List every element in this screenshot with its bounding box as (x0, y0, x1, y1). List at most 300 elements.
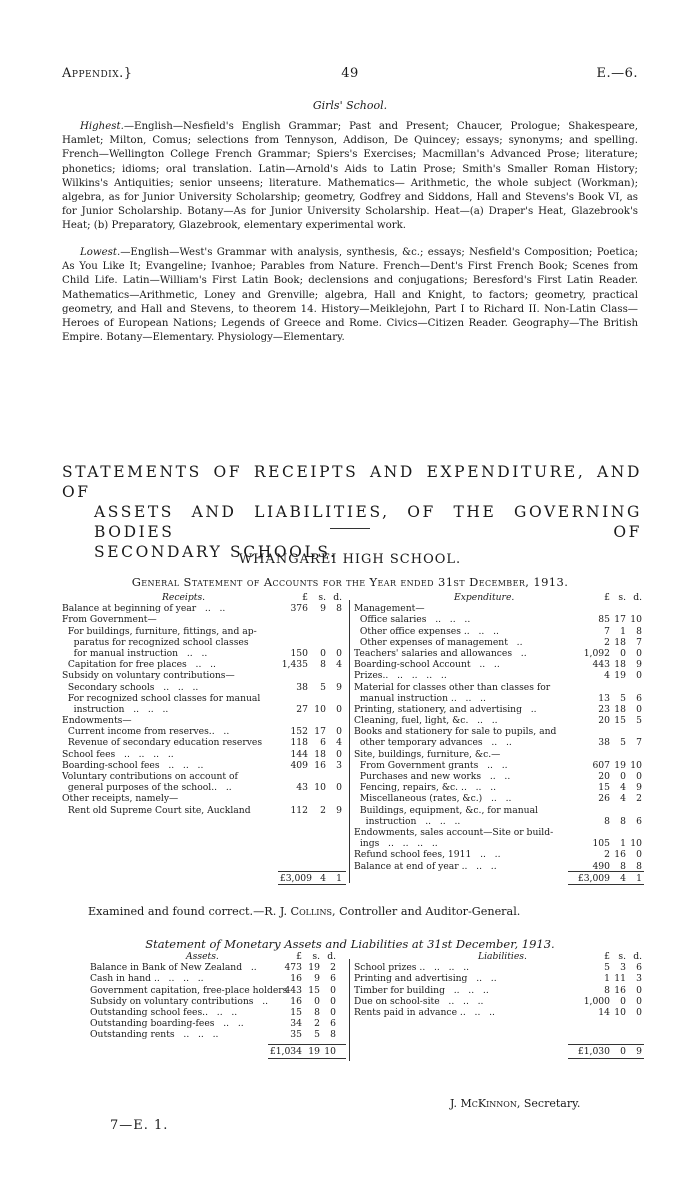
assets-total (90, 1046, 348, 1057)
row-pounds: 1 (604, 973, 610, 985)
liability-row (354, 1007, 644, 1018)
row-label: Balance at end of year .. .. .. (354, 860, 497, 872)
expenditure-total (354, 873, 644, 884)
row-label: Due on school-site .. .. .. (354, 995, 484, 1007)
row-label: instruction .. .. .. (62, 703, 169, 715)
row-pence: 0 (636, 849, 642, 861)
row-pounds: 43 (296, 782, 308, 794)
heading-divider (330, 528, 370, 529)
row-pounds: 13 (598, 692, 610, 704)
row-shillings: 19 (308, 962, 320, 974)
receipts-table (62, 592, 347, 816)
row-pence: 0 (636, 670, 642, 682)
expenditure-row (354, 760, 644, 771)
row-label: Office salaries .. .. .. (354, 614, 471, 626)
expenditure-row (354, 726, 644, 737)
row-label: Teachers' salaries and allowances .. (354, 647, 527, 659)
row-pounds: 1,092 (583, 647, 610, 659)
row-pounds: 144 (290, 748, 308, 760)
row-label: ings .. .. .. .. (354, 838, 438, 850)
heading-line-2: ASSETS AND LIABILITIES, OF THE GOVERNING BODIES OF (94, 503, 642, 541)
receipt-row (62, 637, 347, 648)
row-shillings: 10 (314, 703, 326, 715)
row-pence: 5 (636, 715, 642, 727)
expenditure-row (354, 670, 644, 681)
row-pounds: 4 (604, 670, 610, 682)
receipts-header: Receipts. (162, 592, 206, 603)
row-pence: 10 (630, 614, 642, 626)
expenditure-row (354, 749, 644, 760)
row-label: Outstanding boarding-fees .. .. (90, 1018, 244, 1030)
receipt-row (62, 749, 347, 760)
receipt-row (62, 648, 347, 659)
row-pounds: 26 (598, 793, 610, 805)
row-pence: 3 (336, 759, 342, 771)
receipts-total-pounds: £3,009 (279, 873, 312, 884)
row-shillings: 0 (620, 771, 626, 782)
row-pence: 8 (330, 1029, 336, 1041)
row-pence: 0 (330, 995, 336, 1007)
row-pence: 10 (630, 838, 642, 850)
receipt-row (62, 682, 347, 693)
expenditure-header: Expenditure. (454, 592, 515, 603)
row-shillings: 2 (314, 1018, 320, 1030)
row-pounds: 8 (604, 815, 610, 827)
row-label: Outstanding rents .. .. .. (90, 1029, 219, 1041)
row-label: Balance in Bank of New Zealand .. (90, 962, 257, 974)
row-pence: 0 (636, 995, 642, 1007)
row-pounds: 105 (592, 838, 610, 850)
row-shillings: 17 (314, 726, 326, 738)
row-pence: 8 (636, 625, 642, 637)
row-label: Site, buildings, furniture, &c.— (354, 748, 501, 760)
col-pence: d. (327, 951, 336, 962)
row-shillings: 0 (620, 995, 626, 1007)
expenditure-row (354, 849, 644, 860)
asset-row (90, 1029, 348, 1040)
row-pence: 0 (336, 726, 342, 738)
col-shillings: s. (618, 592, 626, 603)
auditor-name: R. J. Collins (264, 905, 332, 918)
expenditure-row (354, 737, 644, 748)
expenditure-row (354, 682, 644, 693)
row-pence: 6 (636, 962, 642, 974)
receipts-total-pence: 1 (336, 873, 342, 884)
receipt-row (62, 793, 347, 804)
liabilities-header-row (354, 951, 644, 962)
liabilities-total-shillings: 0 (620, 1046, 626, 1057)
col-pounds: £ (296, 951, 302, 962)
col-shillings: s. (312, 951, 320, 962)
receipt-row (62, 726, 347, 737)
row-label: Boarding-school Account .. .. (354, 659, 500, 671)
expenditure-row (354, 614, 644, 625)
row-pence: 2 (636, 793, 642, 805)
expenditure-table (354, 592, 644, 872)
row-shillings: 5 (320, 681, 326, 693)
liability-row (354, 996, 644, 1007)
row-label: Books and stationery for sale to pupils, and (354, 726, 557, 738)
row-pence: 9 (636, 782, 642, 794)
col-shillings: s. (618, 951, 626, 962)
receipt-row (62, 659, 347, 670)
row-pounds: 38 (296, 681, 308, 693)
receipt-row (62, 626, 347, 637)
col-shillings: s. (318, 592, 326, 603)
expenditure-row (354, 805, 644, 816)
row-pence: 0 (636, 1006, 642, 1018)
accounts-title: General Statement of Accounts for the Year ended 31st December, 1913. (131, 575, 569, 589)
receipts-total-rule (278, 871, 346, 872)
row-shillings: 18 (614, 636, 626, 648)
row-pounds: 2 (604, 849, 610, 861)
liabilities-total-pounds: £1,030 (577, 1046, 610, 1057)
asset-row (90, 996, 348, 1007)
row-pence: 0 (336, 647, 342, 659)
row-shillings: 15 (308, 984, 320, 996)
col-pounds: £ (302, 592, 308, 603)
row-label: Outstanding school fees.. .. .. (90, 1006, 238, 1018)
assets-total-rule-bottom (268, 1058, 346, 1059)
row-shillings: 0 (620, 647, 626, 659)
row-pence: 10 (630, 759, 642, 771)
row-shillings: 18 (314, 748, 326, 760)
row-pence: 4 (336, 659, 342, 671)
assets-total-pounds: £1,034 (269, 1046, 302, 1057)
secretary-title: , Secretary. (516, 1097, 581, 1110)
assets-total-rule (268, 1044, 346, 1045)
assets-header-row (90, 951, 348, 962)
page-number: 49 (341, 66, 359, 81)
row-label: For recognized school classes for manual (62, 692, 261, 704)
col-pence: d. (333, 592, 342, 603)
row-label: Cleaning, fuel, light, &c. .. .. (354, 715, 498, 727)
row-pence: 4 (336, 737, 342, 749)
liabilities-rows (354, 962, 644, 1018)
row-label: Prizes.. .. .. .. .. (354, 670, 447, 682)
row-label: Voluntary contributions on account of (62, 771, 238, 782)
row-pence: 0 (330, 1006, 336, 1018)
receipts-header-row (62, 592, 347, 603)
row-shillings: 11 (614, 973, 626, 985)
assets-header: Assets. (186, 951, 219, 962)
receipt-row (62, 670, 347, 681)
row-pence: 0 (336, 782, 342, 794)
row-pence: 0 (636, 703, 642, 715)
row-shillings: 8 (320, 659, 326, 671)
row-label: Subsidy on voluntary contributions .. (90, 995, 269, 1007)
row-shillings: 0 (314, 995, 320, 1007)
liability-row (354, 973, 644, 984)
row-pounds: 16 (290, 973, 302, 985)
expenditure-total-pence: 1 (636, 873, 642, 884)
row-label: manual instruction .. .. .. (354, 692, 486, 704)
col-pence: d. (633, 951, 642, 962)
asset-row (90, 1018, 348, 1029)
row-pence: 6 (330, 973, 336, 985)
examined-statement (88, 905, 520, 918)
row-label: Endowments— (62, 715, 132, 727)
row-pounds: 1,000 (583, 995, 610, 1007)
row-shillings: 8 (314, 1006, 320, 1018)
row-shillings: 9 (314, 973, 320, 985)
row-pounds: 20 (598, 715, 610, 727)
row-label: Other office expenses .. .. .. (354, 625, 499, 637)
row-pounds: 1,435 (281, 659, 308, 671)
receipts-total-shillings: 4 (320, 873, 326, 884)
row-label: paratus for recognized school classes (62, 636, 249, 648)
row-pence: 0 (336, 748, 342, 760)
receipt-row (62, 771, 347, 782)
row-label: Printing, stationery, and advertising .. (354, 703, 537, 715)
row-pounds: 443 (284, 984, 302, 996)
highest-text: —English—Nesfield's English Grammar; Past and Present; Chaucer, Prologue; Shakespeare, Hamlet; Milton, Comus; selections from Tennyson, Addison, De Quincey; essays; synonyms; and spelling. French—Wellington College French Grammar; Spiers's Exercises; Macmillan's Advanced Prose; literature; phonetics; idioms; oral translation. Latin—Arnold's Aids to Latin Prose; Smith's Smaller Roman History; Wilkins's Antiquities; senior unseens; literature. Mathematics— Arithmetic, the whole subject (Workman); algebra, as for Junior University Scholarship; geometry, Godfrey and Siddons, Hall and Stevens's Book VI, as for Junior Scholarship. Botany—As for Junior University Scholarship. Heat—(a) Draper's Heat, Glazebrook's Heat; (b) Preparatory, Glazebrook, elementary experimental work. (62, 121, 638, 232)
expenditure-row (354, 838, 644, 849)
row-shillings: 6 (320, 737, 326, 749)
school-name: WHANGAREI HIGH SCHOOL. (238, 552, 462, 567)
row-shillings: 5 (620, 692, 626, 704)
expenditure-row (354, 637, 644, 648)
receipt-row (62, 805, 347, 816)
row-pence: 6 (636, 815, 642, 827)
row-shillings: 3 (620, 962, 626, 974)
row-shillings: 2 (320, 804, 326, 816)
expenditure-row (354, 771, 644, 782)
row-label: Other receipts, namely— (62, 793, 179, 805)
liability-row (354, 985, 644, 996)
col-pounds: £ (604, 951, 610, 962)
main-heading (62, 462, 642, 562)
liabilities-total-pence: 9 (636, 1046, 642, 1057)
row-pence: 3 (636, 973, 642, 985)
row-shillings: 5 (620, 737, 626, 749)
row-pence: 9 (636, 659, 642, 671)
lowest-paragraph (62, 246, 638, 345)
row-pounds: 112 (290, 804, 308, 816)
row-pounds: 27 (296, 703, 308, 715)
row-label: Secondary schools .. .. .. (62, 681, 199, 693)
expenditure-row (354, 648, 644, 659)
expenditure-row (354, 861, 644, 872)
row-pounds: 473 (284, 962, 302, 974)
row-label: Balance at beginning of year .. .. (62, 603, 226, 615)
highest-paragraph (62, 120, 638, 234)
row-shillings: 0 (320, 647, 326, 659)
accounts-center-rule (349, 600, 350, 883)
receipts-rows (62, 603, 347, 816)
row-label: Refund school fees, 1911 .. .. (354, 849, 501, 861)
expenditure-row (354, 715, 644, 726)
asset-row (90, 1007, 348, 1018)
row-pounds: 443 (592, 659, 610, 671)
row-label: Fencing, repairs, &c. .. .. .. (354, 782, 497, 794)
row-shillings: 10 (614, 1006, 626, 1018)
row-pence: 8 (636, 860, 642, 872)
row-shillings: 10 (314, 782, 326, 794)
row-pence: 6 (636, 692, 642, 704)
liabilities-table (354, 951, 644, 1018)
row-label: For buildings, furniture, fittings, and ap- (62, 625, 257, 637)
row-pence: 9 (336, 681, 342, 693)
liabilities-total-rule (568, 1044, 644, 1045)
row-pounds: 7 (604, 625, 610, 637)
printer-signature: 7—E. 1. (110, 1118, 169, 1133)
assets-total-pence: 10 (324, 1046, 336, 1057)
examined-prefix: Examined and found correct.— (88, 905, 265, 918)
row-label: From Government— (62, 614, 157, 626)
receipt-row (62, 614, 347, 625)
running-header (62, 66, 638, 86)
row-shillings: 17 (614, 614, 626, 626)
row-pounds: 2 (604, 636, 610, 648)
asset-row (90, 985, 348, 996)
row-label: Rents paid in advance .. .. .. (354, 1006, 495, 1018)
row-pence: 7 (636, 737, 642, 749)
row-shillings: 8 (620, 860, 626, 872)
row-pounds: 38 (598, 737, 610, 749)
assets-total-shillings: 19 (308, 1046, 320, 1057)
row-label: Timber for building .. .. .. (354, 984, 489, 996)
assets-center-rule (349, 959, 350, 1061)
expenditure-row (354, 626, 644, 637)
expenditure-row (354, 704, 644, 715)
row-label: Rent old Supreme Court site, Auckland (62, 804, 251, 816)
row-shillings: 1 (620, 838, 626, 850)
row-label: School prizes .. .. .. .. (354, 962, 470, 974)
expenditure-row (354, 603, 644, 614)
receipt-row (62, 782, 347, 793)
row-label: Buildings, equipment, &c., for manual (354, 804, 538, 816)
row-shillings: 16 (614, 849, 626, 861)
row-label: Capitation for free places .. .. (62, 659, 216, 671)
row-pounds: 150 (290, 647, 308, 659)
heading-line-3: SECONDARY SCHOOLS. (94, 543, 338, 561)
assets-table (90, 951, 348, 1041)
heading-line-1: STATEMENTS OF RECEIPTS AND EXPENDITURE, AND OF (62, 463, 642, 501)
row-shillings: 16 (314, 759, 326, 771)
row-pence: 0 (636, 984, 642, 996)
row-shillings: 15 (614, 715, 626, 727)
row-label: Subsidy on voluntary contributions— (62, 670, 235, 682)
row-pence: 0 (330, 984, 336, 996)
row-label: Current income from reserves.. .. (62, 726, 230, 738)
row-pounds: 5 (604, 962, 610, 974)
row-pence: 8 (336, 603, 342, 615)
row-label: Material for classes other than classes for (354, 681, 551, 693)
row-pounds: 8 (604, 984, 610, 996)
row-shillings: 18 (614, 703, 626, 715)
secretary-signature (450, 1097, 580, 1110)
row-pounds: 35 (290, 1029, 302, 1041)
liabilities-header: Liabilities. (478, 951, 527, 962)
row-pence: 6 (330, 1018, 336, 1030)
expenditure-row (354, 693, 644, 704)
receipt-row (62, 603, 347, 614)
row-label: Purchases and new works .. .. (354, 771, 511, 782)
expenditure-total-shillings: 4 (620, 873, 626, 884)
row-pounds: 15 (598, 782, 610, 794)
receipt-row (62, 704, 347, 715)
receipt-row (62, 737, 347, 748)
row-pounds: 16 (290, 995, 302, 1007)
expenditure-rows (354, 603, 644, 872)
row-label: for manual instruction .. .. (62, 647, 208, 659)
row-shillings: 8 (620, 815, 626, 827)
row-shillings: 4 (620, 782, 626, 794)
row-label: Management— (354, 603, 425, 615)
row-pounds: 490 (592, 860, 610, 872)
assets-title: Statement of Monetary Assets and Liabilities at 31st December, 1913. (145, 937, 555, 951)
row-pounds: 118 (290, 737, 308, 749)
header-ref: E.—6. (596, 66, 638, 81)
row-label: Cash in hand .. .. .. .. (90, 973, 204, 985)
row-pounds: 85 (598, 614, 610, 626)
lowest-text: —English—West's Grammar with analysis, synthesis, &c.; essays; Nesfield's Composition; Poetica; As You Like It; Evangeline; Ivanhoe; Parables from Nature. French—Dent's First French Book; Scenes from Child Life. Latin—William's First Latin Book; declensions and conjugations; Beresford's First Latin Reader. Mathematics—Arithmetic, Loney and Grenville; algebra, Hall and Knight, to factors; geometry, practical geometry, and Hall and Stevens, to theorem 14. History—Meiklejohn, Part I to Richard II. Non-Latin Class—Heroes of European Nations; Legends of Greece and Rome. Civics—Citizen Reader. Geography—The British Empire. Botany—Elementary. Physiology—Elementary. (62, 247, 638, 344)
row-pounds: 152 (290, 726, 308, 738)
secretary-name: J. McKinnon (450, 1097, 517, 1110)
row-pounds: 376 (290, 603, 308, 615)
row-pence: 2 (330, 962, 336, 974)
row-pounds: 20 (598, 771, 610, 782)
liability-row (354, 962, 644, 973)
row-pence: 0 (636, 647, 642, 659)
asset-row (90, 973, 348, 984)
expenditure-row (354, 793, 644, 804)
expenditure-row (354, 782, 644, 793)
row-pounds: 23 (598, 703, 610, 715)
row-pence: 0 (336, 703, 342, 715)
row-shillings: 18 (614, 659, 626, 671)
row-pounds: 607 (592, 759, 610, 771)
row-label: general purposes of the school.. .. (62, 782, 232, 794)
col-pence: d. (633, 592, 642, 603)
col-pounds: £ (604, 592, 610, 603)
row-pounds: 409 (290, 759, 308, 771)
expenditure-row (354, 659, 644, 670)
receipt-row (62, 693, 347, 704)
row-shillings: 1 (620, 625, 626, 637)
expenditure-row (354, 827, 644, 838)
row-label: Boarding-school fees .. .. .. (62, 759, 204, 771)
row-label: Printing and advertising .. .. (354, 973, 497, 985)
row-pounds: 14 (598, 1006, 610, 1018)
receipts-total (62, 873, 347, 884)
row-label: other temporary advances .. .. (354, 737, 512, 749)
lowest-lead: Lowest. (80, 247, 121, 258)
row-label: School fees .. .. .. .. (62, 748, 174, 760)
row-label: instruction .. .. .. (354, 815, 461, 827)
row-shillings: 19 (614, 759, 626, 771)
girls-school-title: Girls' School. (312, 99, 388, 112)
receipt-row (62, 760, 347, 771)
row-pence: 7 (636, 636, 642, 648)
expenditure-header-row (354, 592, 644, 603)
row-shillings: 16 (614, 984, 626, 996)
row-pounds: 34 (290, 1018, 302, 1030)
row-shillings: 9 (320, 603, 326, 615)
expenditure-total-pounds: £3,009 (577, 873, 610, 884)
expenditure-row (354, 816, 644, 827)
row-label: Government capitation, free-place holders (90, 984, 288, 996)
row-label: Endowments, sales account—Site or build- (354, 826, 554, 838)
liabilities-total-rule-bottom (568, 1058, 644, 1059)
examined-suffix: , Controller and Auditor-General. (331, 905, 521, 918)
liabilities-total (354, 1046, 644, 1057)
header-appendix: Appendix.} (62, 66, 133, 81)
row-label: From Government grants .. .. (354, 759, 508, 771)
row-shillings: 19 (614, 670, 626, 682)
receipt-row (62, 715, 347, 726)
